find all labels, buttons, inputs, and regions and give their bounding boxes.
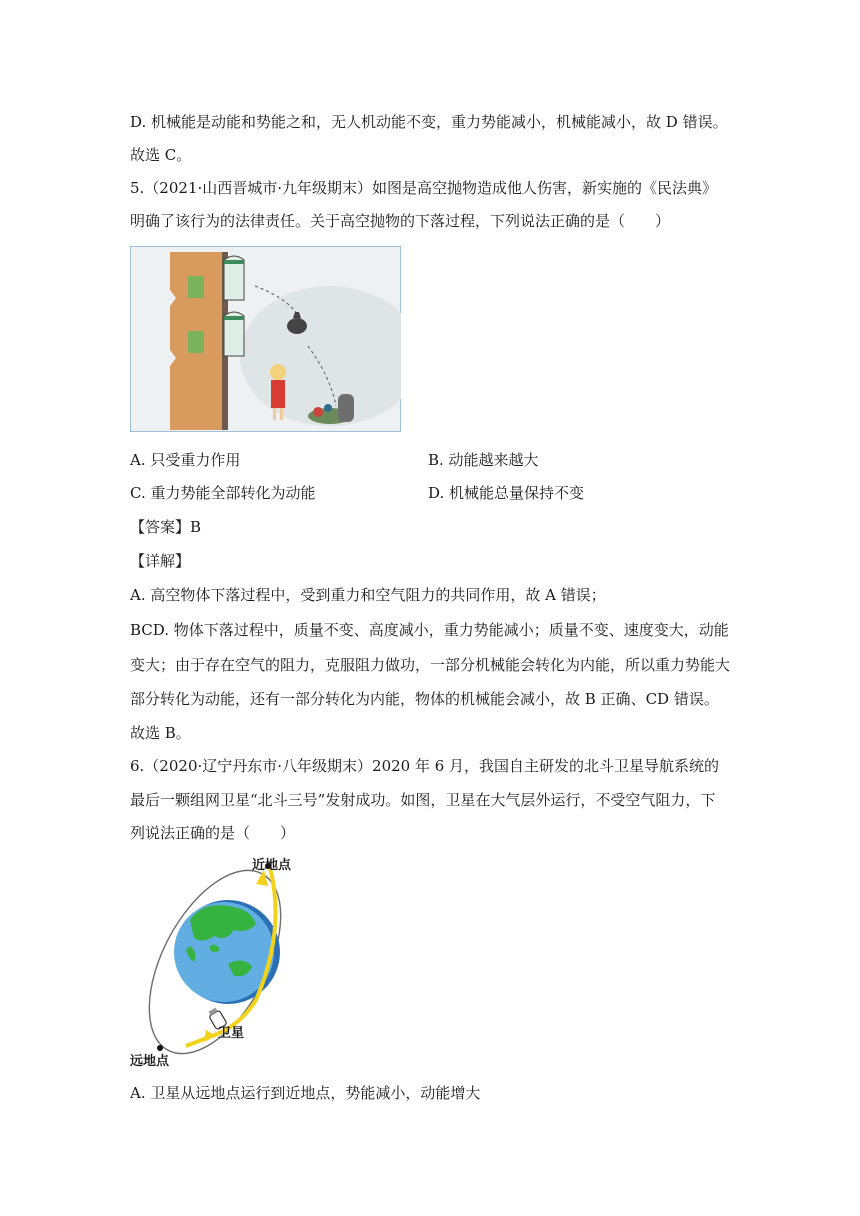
detail-label: 【详解】	[130, 552, 191, 570]
question-5-stem: 明确了该行为的法律责任。关于高空抛物的下落过程，下列说法正确的是（ ）	[130, 212, 671, 230]
falling-object-figure	[130, 246, 401, 432]
explanation-line: 变大；由于存在空气的阻力，克服阻力做功，一部分机械能会转化为内能，所以重力势能大	[130, 656, 731, 674]
satellite-orbit-figure	[130, 850, 330, 1070]
question-5-stem: 5.（2021·山西晋城市·九年级期末）如图是高空抛物造成他人伤害，新实施的《民法典》	[130, 179, 718, 197]
explanation-line: BCD. 物体下落过程中，质量不变、高度减小，重力势能减小；质量不变、速度变大，动能	[130, 621, 729, 639]
option-a: A. 只受重力作用	[130, 451, 241, 469]
explanation-line: A. 高空物体下落过程中，受到重力和空气阻力的共同作用，故 A 错误；	[130, 586, 606, 604]
perigee-label: 近地点	[252, 858, 292, 873]
question-6-stem: 最后一颗组网卫星“北斗三号”发射成功。如图，卫星在大气层外运行，不受空气阻力，下	[130, 791, 716, 809]
explanation-line: 故选 B。	[130, 724, 191, 742]
question-6-stem: 列说法正确的是（ ）	[130, 824, 296, 842]
option-c: C. 重力势能全部转化为动能	[130, 484, 316, 502]
option-b: B. 动能越来越大	[428, 451, 539, 469]
option-d: D. 机械能总量保持不变	[428, 484, 585, 502]
apogee-label: 远地点	[130, 1054, 170, 1069]
text-line: D. 机械能是动能和势能之和，无人机动能不变，重力势能减小，机械能减小，故 D 错误。	[130, 113, 728, 131]
question-6-stem: 6.（2020·辽宁丹东市·八年级期末）2020 年 6 月，我国自主研发的北斗卫星导航系统的	[130, 757, 720, 775]
answer-label: 【答案】B	[130, 518, 202, 536]
satellite-label: 卫星	[218, 1026, 245, 1041]
falling-object-illustration	[130, 246, 401, 432]
question-6-option-a: A. 卫星从远地点运行到近地点，势能减小，动能增大	[130, 1084, 481, 1102]
explanation-line: 部分转化为动能，还有一部分转化为内能，物体的机械能会减小，故 B 正确、CD 错误。	[130, 690, 719, 708]
text-line: 故选 C。	[130, 146, 192, 164]
